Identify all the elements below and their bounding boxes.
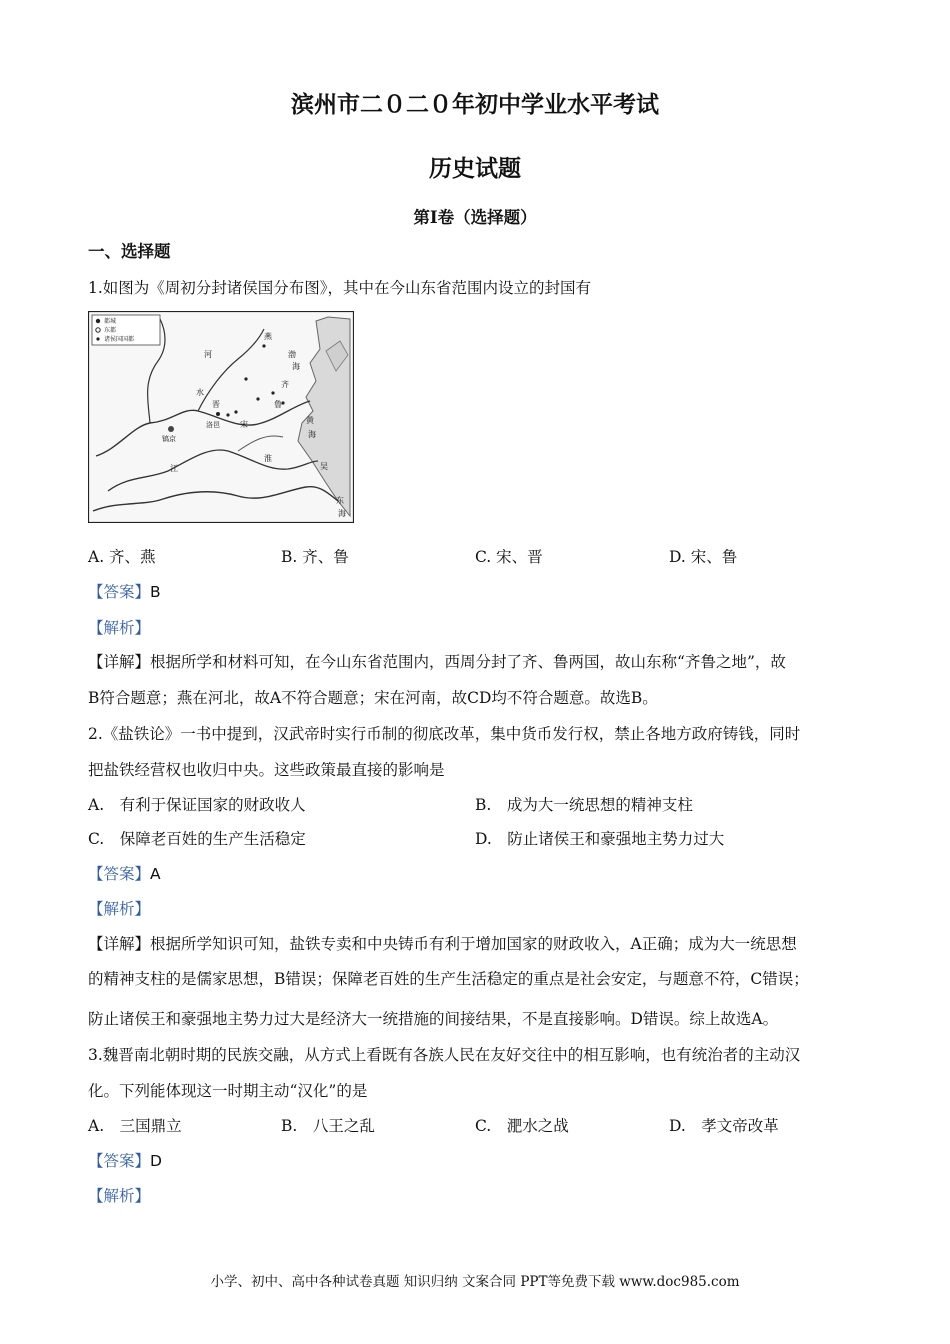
q2-analysis-tag: 【解析】 [88, 900, 151, 918]
legend-label-capital: 都城 [104, 318, 117, 325]
q1-option-a: A. 齐、燕 [88, 548, 156, 566]
q1-option-d: D. 宋、鲁 [669, 548, 738, 566]
q3-analysis-tag: 【解析】 [88, 1187, 151, 1205]
map-label-jiang: 江 [170, 464, 178, 473]
q1-stem: 1.如图为《周初分封诸侯国分布图》，其中在今山东省范围内设立的封国有 [88, 279, 592, 297]
map-label-luoyi: 洛邑 [206, 421, 220, 429]
q3-option-c: C. 淝水之战 [475, 1117, 569, 1135]
city-dot [234, 410, 237, 413]
city-dot [262, 344, 265, 347]
city-dot [256, 397, 259, 400]
map-label-haojing: 镐京 [162, 435, 176, 443]
section-heading: 一、选择题 [88, 242, 171, 261]
q2-stem-line1: 2.《盐铁论》一书中提到，汉武帝时实行币制的彻底改革，集中货币发行权，禁止各地方政府铸钱，同时 [88, 725, 801, 743]
answer-value: B [150, 583, 161, 601]
page-footer: 小学、初中、高中各种试卷真题 知识归纳 文案合同 PPT等免费下载 www.doc985.com [210, 1274, 740, 1290]
q3-option-d: D. 孝文帝改革 [669, 1117, 779, 1135]
q3-stem-line2: 化。下列能体现这一时期主动“汉化”的是 [88, 1082, 368, 1100]
q2-option-c: C. 保障老百姓的生产生活稳定 [88, 830, 306, 848]
map-label-hai: 海 [292, 362, 300, 371]
city-dot [226, 413, 229, 416]
q2-option-a: A. 有利于保证国家的财政收人 [88, 796, 306, 814]
map-label-song: 宋 [240, 420, 248, 429]
q2-option-d: D. 防止诸侯王和豪强地主势力过大 [475, 830, 725, 848]
q2-detail-line1 [88, 934, 797, 954]
answer-tag: 【答案】 [88, 583, 151, 601]
q1-option-c: C. 宋、晋 [475, 548, 543, 566]
map-label-qi: 齐 [281, 380, 289, 389]
q1-analysis-tag: 【解析】 [88, 619, 151, 637]
volume-title: 第Ⅰ卷（选择题） [413, 208, 537, 227]
exam-title: 滨州市二０二０年初中学业水平考试 [291, 91, 659, 118]
exam-subtitle: 历史试题 [429, 155, 521, 182]
map-label-bo: 渤 [288, 350, 296, 359]
map-label-hai3: 海 [338, 509, 346, 518]
luoyi-marker [216, 412, 220, 416]
legend-label-east: 东都 [104, 327, 117, 334]
detail-tag: 【详解】 [88, 653, 151, 671]
map-label-he: 河 [204, 350, 212, 359]
city-dot [271, 391, 274, 394]
answer-value: A [150, 865, 161, 883]
q3-option-a: A. 三国鼎立 [88, 1117, 182, 1135]
map-label-shui: 水 [196, 388, 204, 397]
legend-capital-dot [96, 319, 100, 323]
q3-option-b: B. 八王之乱 [281, 1117, 375, 1135]
map-label-yan: 燕 [264, 332, 272, 341]
q2-answer [88, 864, 161, 884]
q1-detail-line2: B符合题意；燕在河北，故A不符合题意；宋在河南，故CD均不符合题意。故选B。 [88, 689, 658, 707]
detail-text: 根据所学知识可知，盐铁专卖和中央铸币有利于增加国家的财政收入，A正确；成为大一统思想 [150, 935, 797, 953]
q3-stem-line1: 3.魏晋南北朝时期的民族交融，从方式上看既有各族人民在友好交往中的相互影响，也有统治者的主动汉 [88, 1046, 801, 1064]
map-label-lu: 鲁 [274, 400, 282, 409]
q1-option-b: B. 齐、鲁 [281, 548, 349, 566]
q2-option-b: B. 成为大一统思想的精神支柱 [475, 796, 693, 814]
city-dot [244, 377, 247, 380]
map-label-huang: 黄 [306, 416, 314, 425]
answer-tag: 【答案】 [88, 865, 151, 883]
legend-fief-dot [96, 337, 99, 340]
map-label-dong: 东 [336, 496, 344, 505]
q2-stem-line2: 把盐铁经营权也收归中央。这些政策最直接的影响是 [88, 761, 445, 779]
map-label-jin: 晋 [212, 400, 220, 409]
zhou-fief-map [88, 311, 354, 523]
detail-text: 根据所学和材料可知，在今山东省范围内，西周分封了齐、鲁两国，故山东称“齐鲁之地”，故 [150, 653, 786, 671]
answer-tag: 【答案】 [88, 1152, 151, 1170]
map-label-wu: 吴 [320, 462, 328, 471]
haojing-marker [168, 426, 174, 432]
answer-value: D [150, 1152, 162, 1170]
map-label-hai2: 海 [308, 430, 316, 439]
detail-tag: 【详解】 [88, 935, 151, 953]
q1-answer [88, 582, 161, 602]
map-label-huai: 淮 [264, 454, 272, 463]
q3-answer [88, 1151, 162, 1171]
legend-label-fief: 诸侯国国都 [104, 336, 135, 343]
q2-detail-line3: 防止诸侯王和豪强地主势力过大是经济大一统措施的间接结果，不是直接影响。D错误。综上故选A。 [88, 1010, 779, 1028]
q2-detail-line2: 的精神支柱的是儒家思想，B错误；保障老百姓的生产生活稳定的重点是社会安定，与题意不符，C错误； [88, 970, 809, 988]
q1-detail-line1 [88, 652, 786, 672]
